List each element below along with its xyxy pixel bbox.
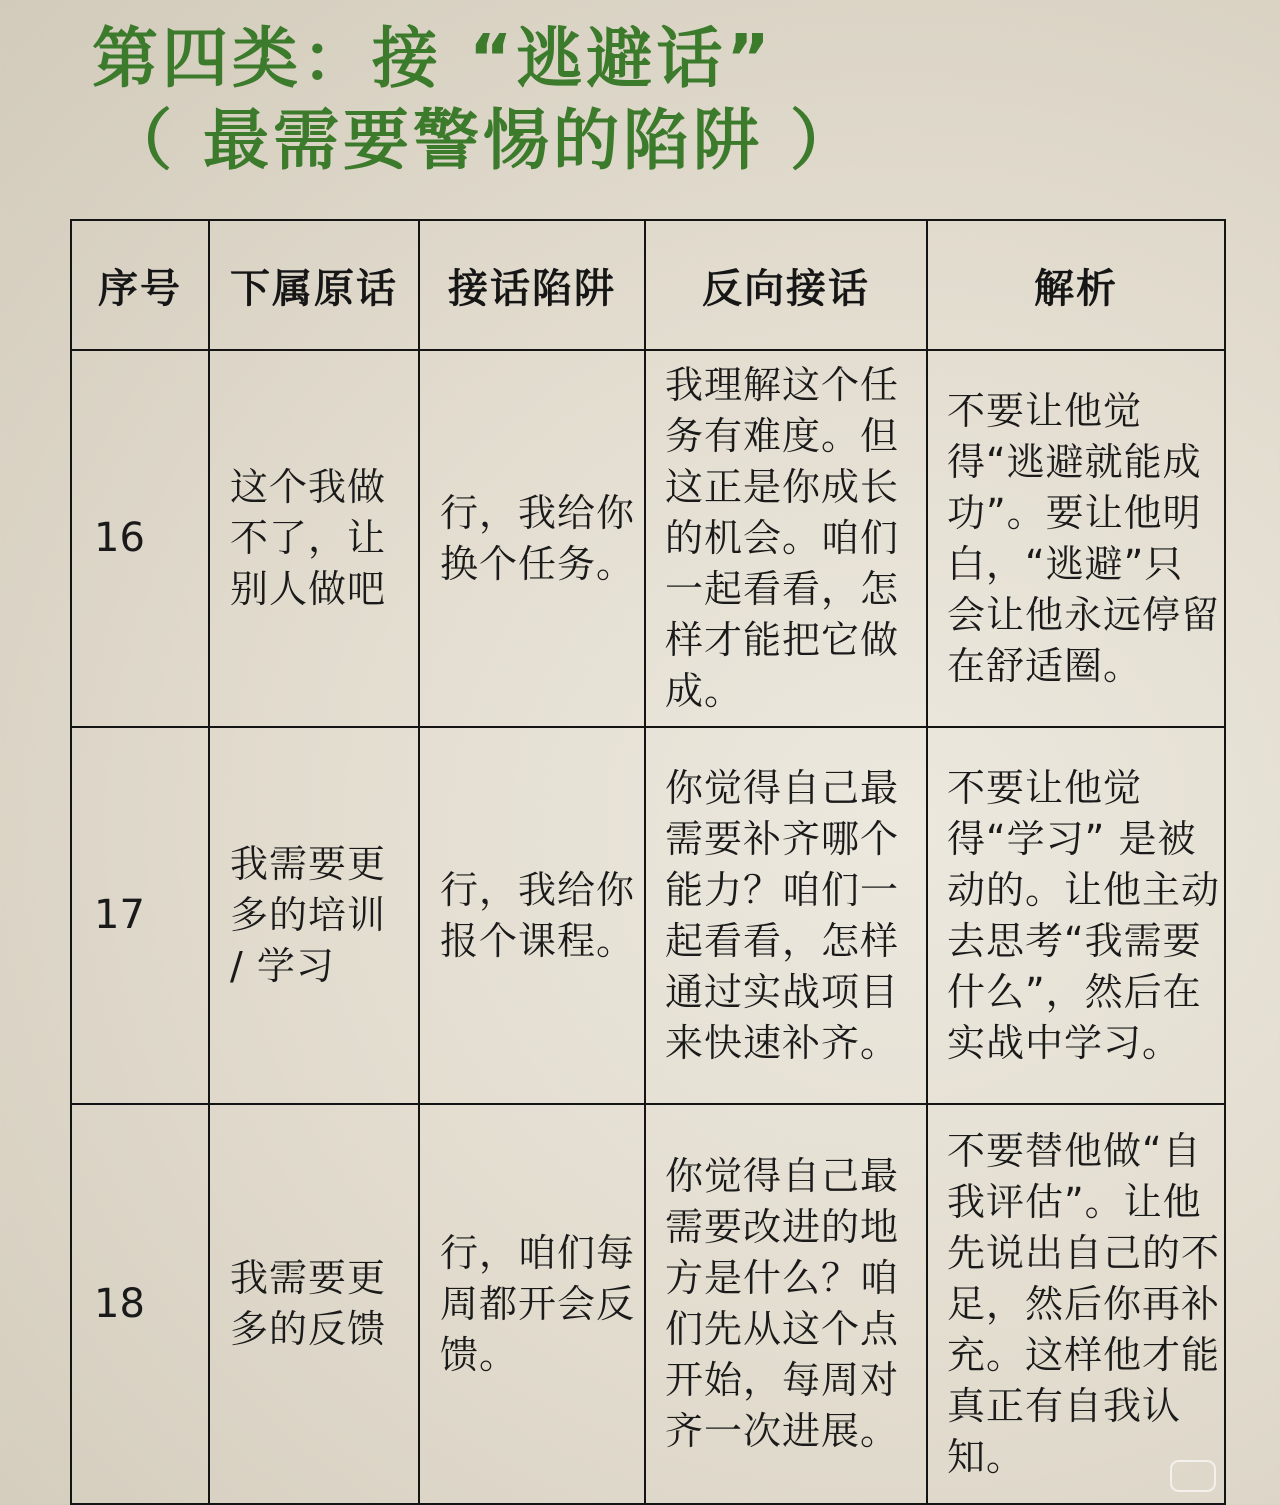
reverse-text: 我理解这个任务有难度。但这正是你成长的机会。咱们一起看看，怎样才能把它做成。: [665, 363, 900, 713]
header-analysis: 解析: [927, 220, 1225, 350]
original-text: 我需要更多的反馈: [230, 1256, 387, 1351]
cell-trap: [419, 727, 645, 1104]
table-row: [71, 1104, 1225, 1504]
reverse-text: 你觉得自己最需要补齐哪个能力？咱们一起看看，怎样通过实战项目来快速补齐。: [665, 765, 900, 1065]
cell-original: [209, 727, 419, 1104]
cell-analysis: [927, 1104, 1225, 1504]
cell-number: [71, 727, 209, 1104]
cell-trap: [419, 350, 645, 727]
original-text: 我需要更多的培训 / 学习: [230, 842, 387, 988]
analysis-text: 不要让他觉得“逃避就能成功”。要让他明白，“逃避”只会让他永远停留在舒适圈。: [947, 388, 1221, 688]
table-row: [71, 727, 1225, 1104]
cell-reverse: [645, 350, 927, 727]
comparison-table: [70, 219, 1226, 1505]
cell-reverse: [645, 727, 927, 1104]
reverse-text: 你觉得自己最需要改进的地方是什么？咱们先从这个点开始，每周对齐一次进展。: [665, 1154, 900, 1453]
table-row: [71, 350, 1225, 727]
header-number: 序号: [71, 220, 209, 350]
analysis-text: 不要替他做“自我评估”。让他先说出自己的不足，然后你再补充。这样他才能真正有自我认知。: [947, 1128, 1221, 1479]
header-original-words: 下属原话: [209, 220, 419, 350]
header-reverse-reply: 反向接话: [645, 220, 927, 350]
watermark-logo: [1170, 1460, 1216, 1492]
number-text: 18: [94, 1280, 145, 1327]
cell-analysis: [927, 727, 1225, 1104]
number-text: 16: [94, 515, 145, 561]
analysis-text: 不要让他觉得“学习” 是被动的。让他主动去思考“我需要什么”，然后在实战中学习。: [947, 765, 1221, 1065]
title-block: [92, 18, 1192, 182]
page-subtitle: （ 最需要警惕的陷阱 ）: [106, 102, 860, 179]
header-trap: 接话陷阱: [419, 220, 645, 350]
cell-original: [209, 1104, 419, 1504]
trap-text: 行，咱们每周都开会反馈。: [440, 1230, 636, 1377]
page-title: 第四类：接 “逃避话”: [92, 20, 774, 97]
trap-text: 行，我给你换个任务。: [440, 490, 636, 586]
original-text: 这个我做不了，让别人做吧: [230, 465, 387, 611]
cell-trap: [419, 1104, 645, 1504]
trap-text: 行，我给你报个课程。: [440, 867, 636, 963]
number-text: 17: [94, 892, 145, 938]
cell-analysis: [927, 350, 1225, 727]
cell-reverse: [645, 1104, 927, 1504]
table-header-row: [71, 220, 1225, 350]
cell-number: [71, 1104, 209, 1504]
cell-number: [71, 350, 209, 727]
cell-original: [209, 350, 419, 727]
